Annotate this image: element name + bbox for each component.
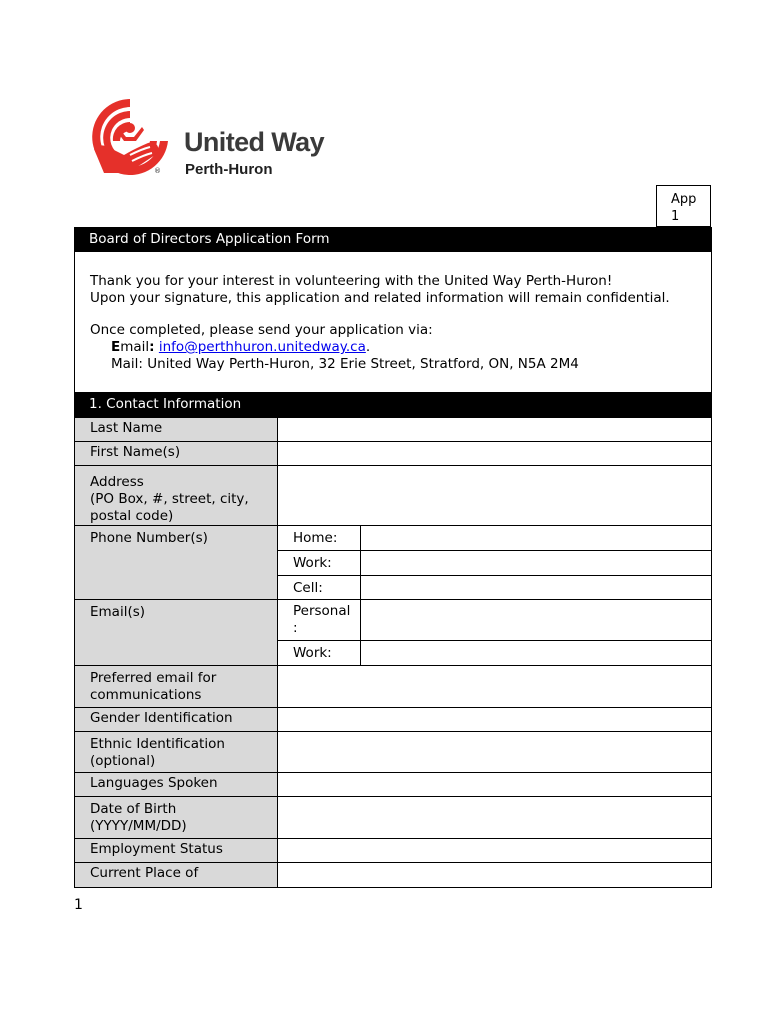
workplace-label: Current Place of — [75, 863, 278, 888]
phone-work-field[interactable] — [361, 551, 712, 576]
preferred-email-line-1: Preferred email for — [90, 670, 217, 686]
logo-subname: Perth-Huron — [185, 161, 273, 178]
phone-cell-field[interactable] — [361, 576, 712, 600]
first-name-label: First Name(s) — [75, 442, 278, 466]
registered-mark: ® — [154, 167, 161, 175]
form-title: Board of Directors Application Form — [74, 227, 712, 252]
last-name-field[interactable] — [278, 418, 712, 442]
phone-title: Phone Number(s) — [90, 530, 208, 546]
preferred-email-line-2: communications — [90, 687, 202, 703]
ethnic-line-2: (optional) — [90, 753, 156, 769]
intro-line-2: Upon your signature, this application and related information will remain confidential. — [90, 290, 670, 306]
intro-line-1: Thank you for your interest in volunteering with the United Way Perth-Huron! — [90, 273, 613, 289]
page-number: 1 — [74, 897, 83, 913]
ethnic-label — [75, 732, 278, 773]
application-form — [74, 227, 712, 888]
ethnic-line-1: Ethnic Identification — [90, 736, 225, 752]
employment-label: Employment Status — [75, 839, 278, 863]
email-personal-label — [278, 600, 361, 641]
email-label: mail — [120, 339, 150, 355]
workplace-field[interactable] — [278, 863, 712, 888]
address-label — [75, 466, 278, 526]
first-name-field[interactable] — [278, 442, 712, 466]
phone-home-label: Home: — [278, 526, 361, 551]
ethnic-field[interactable] — [278, 732, 712, 773]
email-personal-colon: : — [293, 620, 298, 636]
email-label-bold: E — [111, 339, 121, 355]
intro-text — [74, 252, 712, 392]
languages-field[interactable] — [278, 773, 712, 797]
phone-work-label: Work: — [278, 551, 361, 576]
email-line — [90, 339, 711, 356]
email-work-field[interactable] — [361, 641, 712, 666]
address-hint-2: postal code) — [90, 508, 174, 524]
address-field[interactable] — [278, 466, 712, 526]
section-contact-title: 1. Contact Information — [74, 392, 712, 417]
contact-table — [74, 417, 712, 888]
gender-field[interactable] — [278, 708, 712, 732]
dob-line-1: Date of Birth — [90, 801, 177, 817]
address-title: Address — [90, 474, 144, 490]
intro-line-3: Once completed, please send your application via: — [90, 322, 433, 338]
email-personal-field[interactable] — [361, 600, 712, 641]
address-hint-1: (PO Box, #, street, city, — [90, 491, 249, 507]
phone-home-field[interactable] — [361, 526, 712, 551]
app-number: 1 — [671, 209, 680, 224]
email-work-label: Work: — [278, 641, 361, 666]
logo-name: United Way — [184, 127, 325, 157]
email-colon: : — [149, 339, 155, 355]
dob-line-2: (YYYY/MM/DD) — [90, 818, 187, 834]
preferred-email-field[interactable] — [278, 666, 712, 708]
phone-label — [75, 526, 278, 600]
last-name-label: Last Name — [75, 418, 278, 442]
languages-label: Languages Spoken — [75, 773, 278, 797]
app-label: App — [671, 192, 697, 207]
employment-field[interactable] — [278, 839, 712, 863]
emails-label — [75, 600, 278, 666]
gender-label: Gender Identification — [75, 708, 278, 732]
email-link[interactable]: info@perthhuron.unitedway.ca — [158, 339, 366, 355]
phone-cell-label: Cell: — [278, 576, 361, 600]
emails-title: Email(s) — [90, 604, 146, 620]
email-period: . — [365, 339, 371, 355]
dob-label — [75, 797, 278, 839]
preferred-email-label — [75, 666, 278, 708]
united-way-logo — [90, 97, 330, 187]
app-number-box — [656, 185, 711, 227]
email-personal-text: Personal — [293, 603, 351, 619]
dob-field[interactable] — [278, 797, 712, 839]
mail-line: Mail: United Way Perth-Huron, 32 Erie Street, Stratford, ON, N5A 2M4 — [111, 356, 579, 372]
